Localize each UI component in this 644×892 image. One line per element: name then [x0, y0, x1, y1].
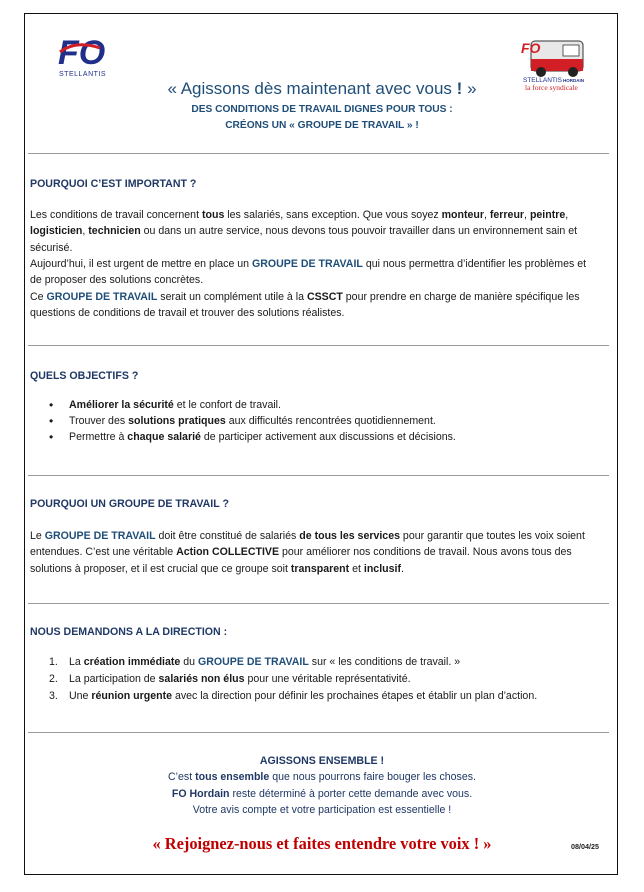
demands-list	[30, 654, 537, 705]
section-heading-importance: POURQUOI C’EST IMPORTANT ?	[30, 178, 197, 190]
list-item: 3. Une réunion urgente avec la direction pour définir les prochaines étapes et établir un plan d’action.	[49, 690, 538, 702]
logo-right-text: FO	[521, 40, 541, 56]
list-item: 1. La création immédiate du GROUPE DE TRAVAIL sur « les conditions de travail. »	[49, 656, 461, 668]
page-title	[0, 79, 644, 99]
divider	[28, 603, 609, 604]
van-window	[563, 45, 579, 56]
closing-line-1: C’est tous ensemble que nous pourrons faire bouger les choses.	[168, 771, 476, 784]
list-item: • Permettre à chaque salarié de participer activement aux discussions et décisions.	[30, 429, 456, 445]
section-heading-why-group: POURQUOI UN GROUPE DE TRAVAIL ?	[30, 498, 229, 510]
divider	[28, 475, 609, 476]
logo-right-sub2: HORDAIN	[563, 78, 584, 83]
fo-stellantis-logo	[56, 32, 108, 80]
closing-line-2: FO Hordain reste déterminé à porter cette demande avec vous.	[171, 787, 473, 800]
list-item: • Trouver des solutions pratiques aux difficultés rencontrées quotidiennement.	[30, 413, 456, 429]
subtitle-line-1: DES CONDITIONS DE TRAVAIL DIGNES POUR TOUS :	[191, 104, 453, 115]
logo-left-sub: STELLANTIS	[59, 71, 107, 78]
list-item: • Améliorer la sécurité et le confort de travail.	[30, 397, 456, 413]
logo-right-sub1: STELLANTIS	[523, 77, 563, 84]
title-close: »	[467, 79, 477, 98]
divider	[28, 732, 609, 733]
objectives-list	[30, 397, 456, 445]
paragraph-importance-1: Les conditions de travail concernent tous les salariés, sans exception. Que vous soyez monteur, ferreur, peintre, logisticien, technicien ou dans un autre service, nous devons tous pouvoir travailler dans un environnement sain et sécurisé.	[30, 209, 578, 254]
list-item: 2. La participation de salariés non élus pour une véritable représentativité.	[49, 673, 411, 685]
divider	[28, 345, 609, 346]
logo-right-tagline: la force syndicale	[525, 83, 578, 92]
title-text: « Agissons dès maintenant avec vous	[167, 79, 452, 98]
closing-block	[0, 753, 644, 819]
paragraph-why-group: Le GROUPE DE TRAVAIL doit être constitué de salariés de tous les services pour garantir que toutes les voix soient entendues. C’est une véritable Action COLLECTIVE pour améliorer nos conditions de travail. Nous avons tous des solutions à proposer, et il est crucial que ce groupe soit transparent et inclusif.	[30, 530, 585, 575]
section-heading-demands: NOUS DEMANDONS A LA DIRECTION :	[30, 626, 228, 638]
section-heading-objectives: QUELS OBJECTIFS ?	[30, 370, 139, 382]
title-bang: !	[456, 79, 463, 98]
paragraph-importance-2: Aujourd’hui, il est urgent de mettre en place un GROUPE DE TRAVAIL qui nous permettra d’identifier les problèmes et de proposer des solutions concrètes.	[30, 258, 587, 287]
divider	[28, 153, 609, 154]
date-stamp: 08/04/25	[571, 842, 599, 851]
subtitle-line-2: CRÉONS UN « GROUPE DE TRAVAIL » !	[225, 120, 419, 131]
closing-title: AGISSONS ENSEMBLE !	[259, 755, 385, 767]
van-wheel-rear	[536, 67, 546, 77]
closing-line-3: Votre avis compte et votre participation est essentielle !	[192, 804, 452, 817]
paragraph-importance-3: Ce GROUPE DE TRAVAIL serait un complément utile à la CSSCT pour prendre en charge de manière spécifique les questions de conditions de travail et trouver des solutions réalistes.	[30, 291, 580, 320]
van-wheel-front	[568, 67, 578, 77]
call-to-action: « Rejoignez-nous et faites entendre votre voix ! »	[152, 834, 492, 853]
logo-left-text: FO	[58, 34, 106, 72]
